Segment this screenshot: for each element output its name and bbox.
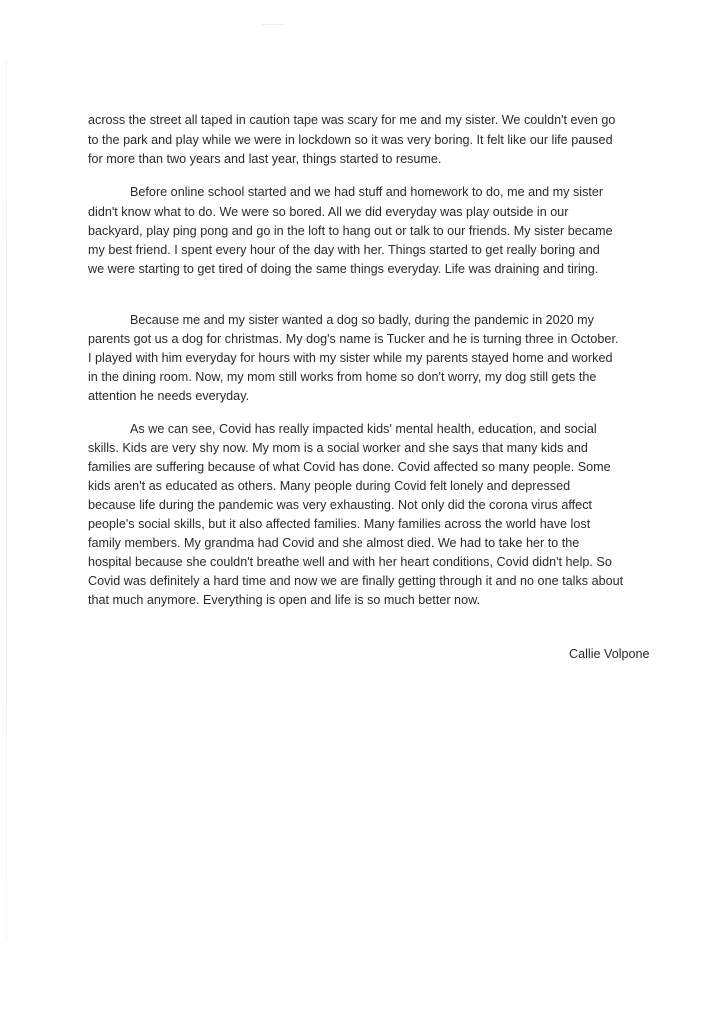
- paragraph-4-line-1: As we can see, Covid has really impacted kids' mental health, education, and social: [130, 422, 597, 436]
- paragraph-4-line-3: families are suffering because of what Covid has done. Covid affected so many people. Some: [88, 460, 611, 474]
- paragraph-4-line-4: kids aren't as educated as others. Many people during Covid felt lonely and depressed: [88, 479, 571, 493]
- paragraph-3-line-2: parents got us a dog for christmas. My dog's name is Tucker and he is turning three in October.: [88, 332, 619, 346]
- paragraph-4-line-10: that much anymore. Everything is open and life is so much better now.: [88, 593, 480, 607]
- paragraph-3-line-3: I played with him everyday for hours with my sister while my parents stayed home and worked: [88, 351, 613, 365]
- paragraph-2-line-2: didn't know what to do. We were so bored. All we did everyday was play outside in our: [88, 205, 569, 219]
- paragraph-2-line-3: backyard, play ping pong and go in the loft to hang out or talk to our friends. My sister became: [88, 224, 613, 238]
- paragraph-3-line-5: attention he needs everyday.: [88, 389, 250, 403]
- paragraph-2-line-5: we were starting to get tired of doing the same things everyday. Life was draining and tiring.: [88, 262, 599, 276]
- paragraph-4-line-5: because life during the pandemic was very exhausting. Not only did the corona virus affect: [88, 498, 593, 512]
- paragraph-1-line-2: to the park and play while we were in lockdown so it was very boring. It felt like our life paused: [88, 133, 613, 147]
- paragraph-4-line-7: family members. My grandma had Covid and she almost died. We had to take her to the: [88, 536, 580, 550]
- paragraph-1-line-3: for more than two years and last year, things started to resume.: [88, 152, 442, 166]
- paragraph-2-line-1: Before online school started and we had stuff and homework to do, me and my sister: [130, 185, 604, 199]
- paragraph-1-line-1: across the street all taped in caution tape was scary for me and my sister. We couldn't even go: [88, 113, 616, 127]
- paragraph-4-line-6: people's social skills, but it also affected families. Many families across the world have lost: [88, 517, 591, 531]
- paragraph-3-line-1: Because me and my sister wanted a dog so badly, during the pandemic in 2020 my: [130, 313, 594, 327]
- paragraph-2-line-4: my best friend. I spent every hour of the day with her. Things started to get really boring and: [88, 243, 600, 257]
- paragraph-4-line-8: hospital because she couldn't breathe well and with her heart conditions, Covid didn't help. So: [88, 555, 612, 569]
- author-signature: Callie Volpone: [569, 647, 650, 661]
- paragraph-4-line-9: Covid was definitely a hard time and now we are finally getting through it and no one talks about: [88, 574, 624, 588]
- paragraph-4-line-2: skills. Kids are very shy now. My mom is a social worker and she says that many kids and: [88, 441, 588, 455]
- scan-edge-mark: [6, 60, 7, 940]
- scan-artifact: [262, 24, 284, 25]
- paragraph-3-line-4: in the dining room. Now, my mom still works from home so don't worry, my dog still gets the: [88, 370, 597, 384]
